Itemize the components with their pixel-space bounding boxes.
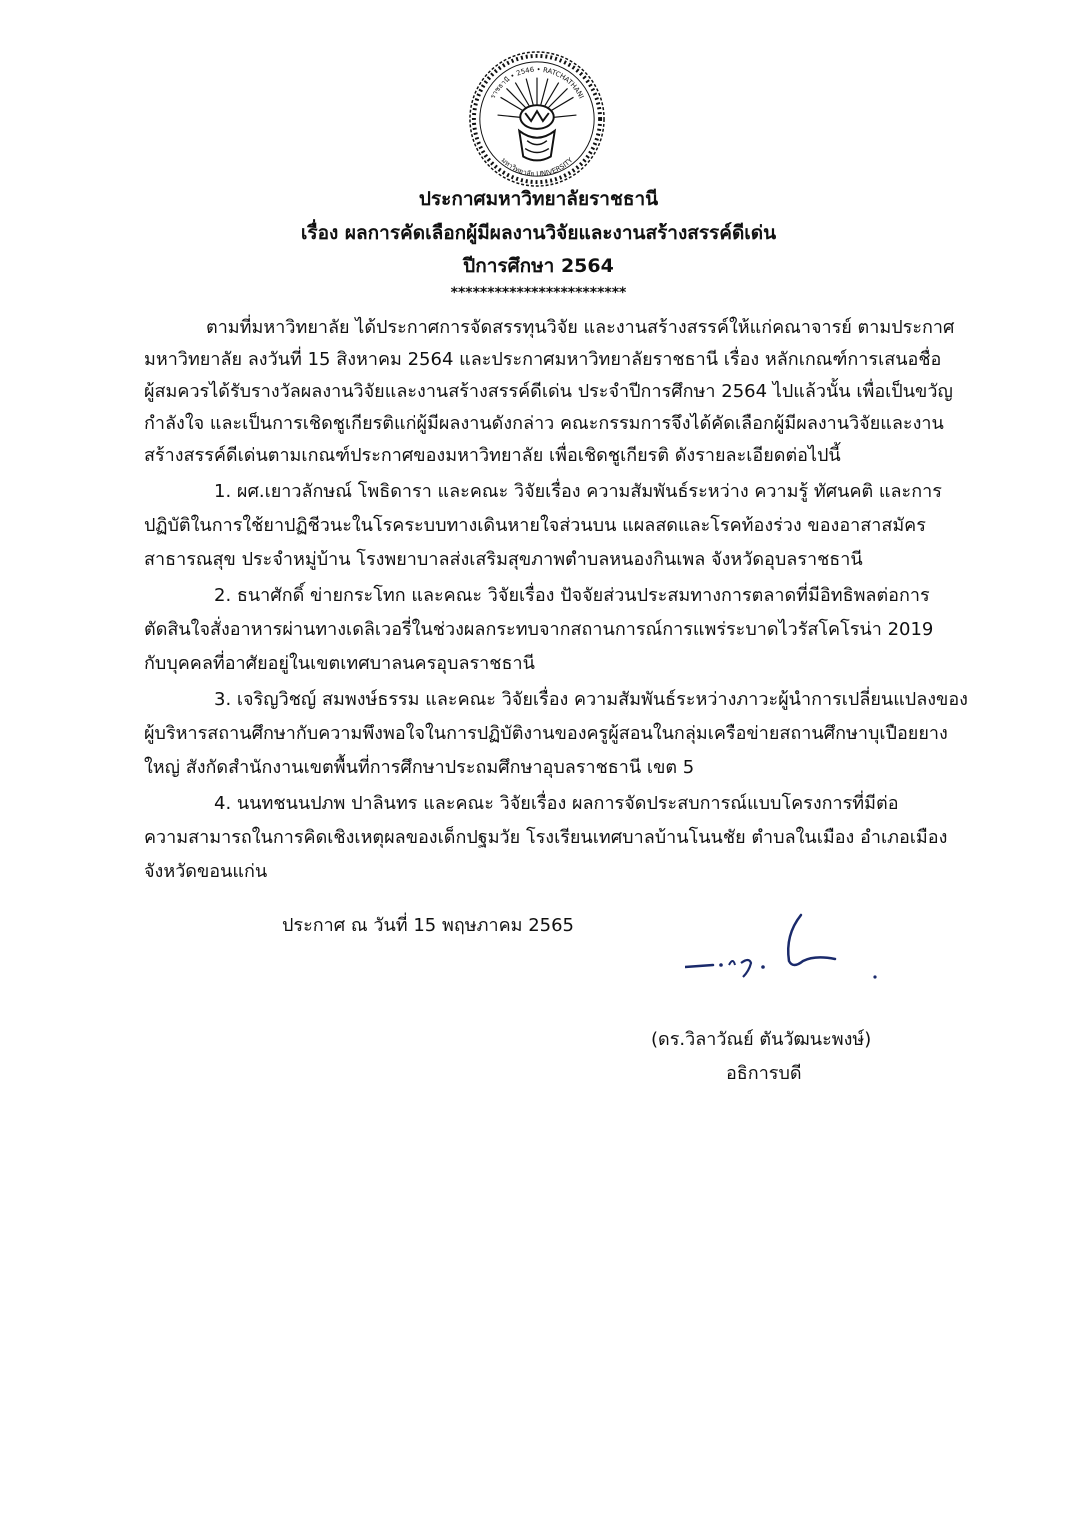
announcement-date: ประกาศ ณ วันที่ 15 พฤษภาคม 2565 bbox=[282, 915, 574, 936]
header-divider: ************************ bbox=[450, 285, 627, 301]
announcement-title: ประกาศมหาวิทยาลัยราชธานี bbox=[418, 188, 659, 210]
intro-line-4: กำลังใจ และเป็นการเชิดชูเกียรติแก่ผู้มีผลงานดังกล่าว คณะกรรมการจึงได้คัดเลือกผู้มีผลงานวิจัยและงาน bbox=[144, 413, 944, 434]
signer-title: อธิการบดี bbox=[726, 1063, 802, 1084]
intro-line-1: ตามที่มหาวิทยาลัย ได้ประกาศการจัดสรรทุนวิจัย และงานสร้างสรรค์ให้แก่คณาจารย์ ตามประกาศ bbox=[206, 317, 955, 338]
item-4-line-1: 4. นนทชนนปภพ ปาลินทร และคณะ วิจัยเรื่อง ผลการจัดประสบการณ์แบบโครงการที่มีต่อ bbox=[214, 793, 899, 814]
intro-line-2: มหาวิทยาลัย ลงวันที่ 15 สิงหาคม 2564 และประกาศมหาวิทยาลัยราชธานี เรื่อง หลักเกณฑ์การเสนอชื่อ bbox=[144, 349, 942, 370]
signer-name: (ดร.วิลาวัณย์ ตันวัฒนะพงษ์) bbox=[651, 1029, 872, 1050]
item-4-line-2: ความสามารถในการคิดเชิงเหตุผลของเด็กปฐมวัย โรงเรียนเทศบาลบ้านโนนชัย ตำบลในเมือง อำเภอเมือง bbox=[144, 827, 948, 848]
item-2-line-3: กับบุคคลที่อาศัยอยู่ในเขตเทศบาลนครอุบลราชธานี bbox=[144, 653, 535, 674]
academic-year: ปีการศึกษา 2564 bbox=[463, 255, 614, 277]
svg-text:มหาวิทยาลัย UNIVERSITY: มหาวิทยาลัย UNIVERSITY bbox=[499, 156, 575, 179]
handwritten-signature bbox=[685, 905, 885, 1000]
item-2-line-2: ตัดสินใจสั่งอาหารผ่านทางเดลิเวอรี่ในช่วงผลกระทบจากสถานการณ์การแพร่ระบาดไวรัสโคโรน่า 2019 bbox=[144, 619, 934, 640]
announcement-subject: เรื่อง ผลการคัดเลือกผู้มีผลงานวิจัยและงานสร้างสรรค์ดีเด่น bbox=[300, 222, 777, 244]
university-seal-logo bbox=[468, 50, 606, 188]
item-4-line-3: จังหวัดขอนแก่น bbox=[144, 861, 268, 882]
item-3-line-1: 3. เจริญวิชญ์ สมพงษ์ธรรม และคณะ วิจัยเรื่อง ความสัมพันธ์ระหว่างภาวะผู้นำการเปลี่ยนแปลงของ bbox=[214, 689, 968, 710]
intro-line-3: ผู้สมควรได้รับรางวัลผลงานวิจัยและงานสร้างสรรค์ดีเด่น ประจำปีการศึกษา 2564 ไปแล้วนั้น เพื่อเป็นขวัญ bbox=[144, 381, 953, 402]
item-1-line-3: สาธารณสุข ประจำหมู่บ้าน โรงพยาบาลส่งเสริมสุขภาพตำบลหนองกินเพล จังหวัดอุบลราชธานี bbox=[144, 549, 863, 570]
item-2-line-1: 2. ธนาศักดิ์ ข่ายกระโทก และคณะ วิจัยเรื่อง ปัจจัยส่วนประสมทางการตลาดที่มีอิทธิพลต่อการ bbox=[214, 585, 930, 606]
item-1-line-1: 1. ผศ.เยาวลักษณ์ โพธิดารา และคณะ วิจัยเรื่อง ความสัมพันธ์ระหว่าง ความรู้ ทัศนคติ และการ bbox=[214, 481, 942, 502]
svg-text:ราชธานี • 2546 • RATCHATHANI: ราชธานี • 2546 • RATCHATHANI bbox=[488, 65, 586, 100]
item-1-line-2: ปฏิบัติในการใช้ยาปฏิชีวนะในโรคระบบทางเดินหายใจส่วนบน แผลสดและโรคท้องร่วง ของอาสาสมัคร bbox=[144, 515, 926, 536]
item-3-line-2: ผู้บริหารสถานศึกษากับความพึงพอใจในการปฏิบัติงานของครูผู้สอนในกลุ่มเครือข่ายสถานศึกษาบุเปือยยาง bbox=[144, 723, 948, 744]
item-3-line-3: ใหญ่ สังกัดสำนักงานเขตพื้นที่การศึกษาประถมศึกษาอุบลราชธานี เขต 5 bbox=[144, 757, 695, 778]
intro-line-5: สร้างสรรค์ดีเด่นตามเกณฑ์ประกาศของมหาวิทยาลัย เพื่อเชิดชูเกียรติ ดังรายละเอียดต่อไปนี้ bbox=[144, 445, 841, 466]
